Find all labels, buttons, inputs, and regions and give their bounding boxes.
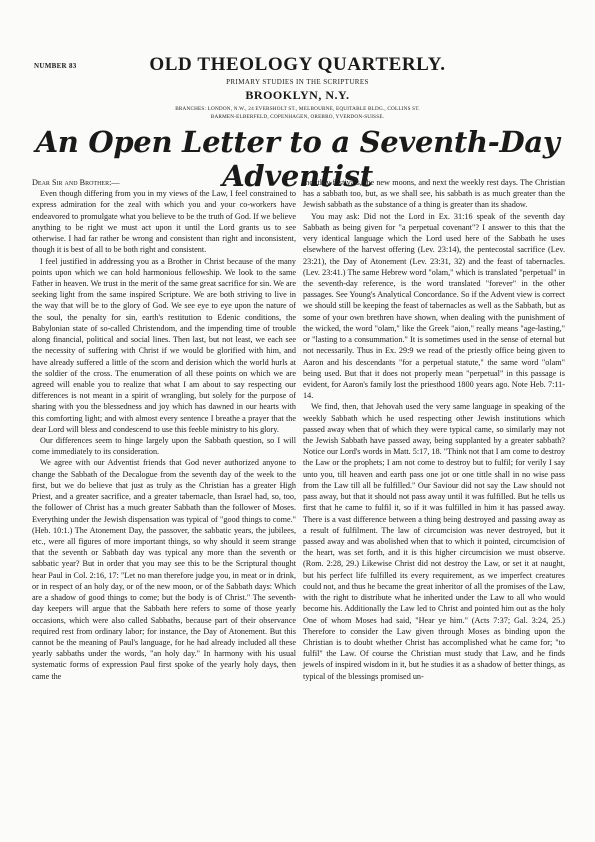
article-left-column: [32, 177, 296, 682]
paragraph: monthly festivals, the new moons, and next the weekly rest days. The Christian has a sabbath too, but, as we shall see, his sabbath is as much greater than the Jewish sabbath as the substance of a thing is greater than its shadow.: [303, 178, 565, 210]
article-right-column: [303, 177, 565, 682]
branch-offices-line-2: BARMEN-ELBERFELD, COPENHAGEN, OREBRO, YVERDON-SUISSE.: [210, 114, 385, 120]
publication-subtitle: PRIMARY STUDIES IN THE SCRIPTURES: [226, 78, 369, 86]
paragraph: Our differences seem to hinge largely upon the Sabbath question, so I will come immediately to its consideration.: [32, 436, 296, 457]
branch-offices: [0, 105, 595, 121]
salutation: Dear Sir and Brother:—: [32, 178, 120, 187]
publication-city: BROOKLYN, N.Y.: [245, 88, 350, 102]
branch-offices-line-1: BRANCHES: LONDON, N.W., 24 EVERSHOLT ST., MELBOURNE, EQUITABLE BLDG., COLLINS ST.: [175, 106, 420, 112]
paragraph: Even though differing from you in my views of the Law, I feel constrained to express admiration for the zeal with which you and your co-workers have endeavored to promulgate what you believe to be the truth of God. If we believe anything to be right we must act upon it until the Lord grants us to see otherwise. I had far rather be wrong and consistent than right and inconsistent, though it is best of all to be both right and consistent.: [32, 189, 296, 255]
paragraph: You may ask: Did not the Lord in Ex. 31:16 speak of the seventh day Sabbath as being given for "a perpetual covenant"? I answer to this that the very identical language which the Lord used here of the Sabbath he uses elsewhere of the harvest offering (Lev. 23:14), the pentecostal sacrifice (Lev. 23:21), the Day of Atonement (Lev. 23:31, 32) and the feast of tabernacles. (Lev. 23:41.) The same Hebrew word "olam," which is translated "perpetual" in the seventh-day reference, is the word translated "forever" in the other passages. See Young's Analytical Concordance. So if the Advent view is correct we should still be keeping the feast of tabernacles as well as the Sabbath, but as some of your own brethren have shown, when dealing with the punishment of the wicked, the word "olam," like the Greek "aion," really means "age-lasting," or "lasting to a consummation." It is sometimes used in the sense of eternal but not necessarily. Thus in Ex. 29:9 we read of the priestly office being given to Aaron and his descendants "for a perpetual statute," the same word "olam" being used. But that it does not properly mean "perpetual" in this passage is evident, for Aaron's family lost the priesthood 1800 years ago. Note Heb. 7:11-14.: [303, 211, 565, 401]
paragraph: We agree with our Adventist friends that God never authorized anyone to change the Sabbath of the Decalogue from the seventh day of the week to the first, but we do believe that just as truly as the Christian has a greater High Priest, and a greater sacrifice, and a greater tabernacle, than Israel had, so, too, the follower of Christ has a much greater Sabbath than the follower of Moses. Everything under the Jewish dispensation was typical of "good things to come." (Heb. 10:1.) The Atonement Day, the passover, the sabbatic years, the jubilees, etc., were all figures of more important things, so why should it seem strange that the seventh or Sabbath day was typical any more than the seventh or sabbatic year? But in order that you may see this to be the Scriptural thought hear Paul in Col. 2:16, 17: "Let no man therefore judge you, in meat or in drink, or in respect of an holy day, or of the new moon, or of the Sabbath days: Which are a shadow of good things to come; but the body is of Christ." The seventh-day keepers will argue that the Sabbath here refers to some of those yearly occasions, which were also called Sabbaths, because part of their observance required rest from ordinary labor; for instance, the Day of Atonement. But this cannot be the meaning of Paul's language, for he had already included all these yearly sabbaths under the words, "an holy day." In harmony with his usual systematic forms of expression Paul first spoke of the yearly holy days, then came the: [32, 458, 296, 681]
paragraph: I feel justified in addressing you as a Brother in Christ because of the many points upon which we can hold harmonious fellowship. We look to the same Father in heaven. We trust in the merit of the same great sacrifice for sin. We are seeking light from the same inspired Scripture. We are both striving to live in the way that will be to the glory of God. We see eye to eye upon the nature of the soul, the penalty for sin, earth's restitution to Edenic conditions, the Babylonian state of so-called Christendom, and the impending time of trouble along financial, political and social lines. Then last, but not least, we each see the necessity of suffering with Christ if we would be glorified with him, and have already suffered a little of the scorn and derision which the world hurls at the soldier of the cross. The enumeration of all these points on which we are agreed will enable you to realize that what I am about to say respecting our differences is not meant in a spirit of wrangling, but solely for the purpose of sharing with you the blessedness and joy which has dawned in our hearts with this comforting light; and with almost every sentence I breathe a prayer that the dear Lord will bless and condescend to use this feeble ministry to his glory.: [32, 256, 296, 434]
issue-number: NUMBER 83: [34, 62, 77, 70]
publication-title: OLD THEOLOGY QUARTERLY.: [149, 54, 446, 75]
paragraph: We find, then, that Jehovah used the very same language in speaking of the weekly Sabbath which he used respecting other Jewish institutions which passed away when that of which they were typical came, so similarly may not the Jewish Sabbath have passed away, being supplanted by a greater sabbath? Notice our Lord's words in Matt. 5:17, 18. "Think not that I am come to destroy the Law or the prophets; I am not come to destroy but to fulfil; for verily I say unto you, till heaven and earth pass one jot or one tittle shall in no wise pass from the Law till all be fulfilled." Our Saviour did not say the Law should not pass away, but that it should not pass away until it was fulfilled. But he tells us first that he came to fulfil it, so if it was fulfilled in him it has passed away. There is a vast difference between a thing being destroyed and passing away as a result of fulfilment. The law of circumcision was never destroyed, but it passed away and was abolished when that to which it pointed, circumcision of the heart, was set forth, and it is this higher circumcision we must observe. (Rom. 2:28, 29.) Likewise Christ did not destroy the Law, or set it at naught, but his perfect life fulfilled its every requirement, as we imperfect creatures could not, and thus he became the great inheritor of all the promises of the Law, with the right to distribute what he inherited under the Law to all who would become his. Additionally the Law led to Christ and pointed him out as the holy One of whom Moses had said, "Hear ye him." (Acts 7:37; Gal. 3:24, 25.) Therefore to consider the Law given through Moses as binding upon the Christian is to doubt whether Christ has accomplished what he came for; "to fulfil" the Law. Of course the Christian must study that Law, and he finds jewels of inspired wisdom in it, but he studies it as a shadow of better things, as typical of the blessings promised un-: [303, 402, 565, 681]
article-title: An Open Letter to a Seventh-Day Adventist: [35, 125, 560, 193]
